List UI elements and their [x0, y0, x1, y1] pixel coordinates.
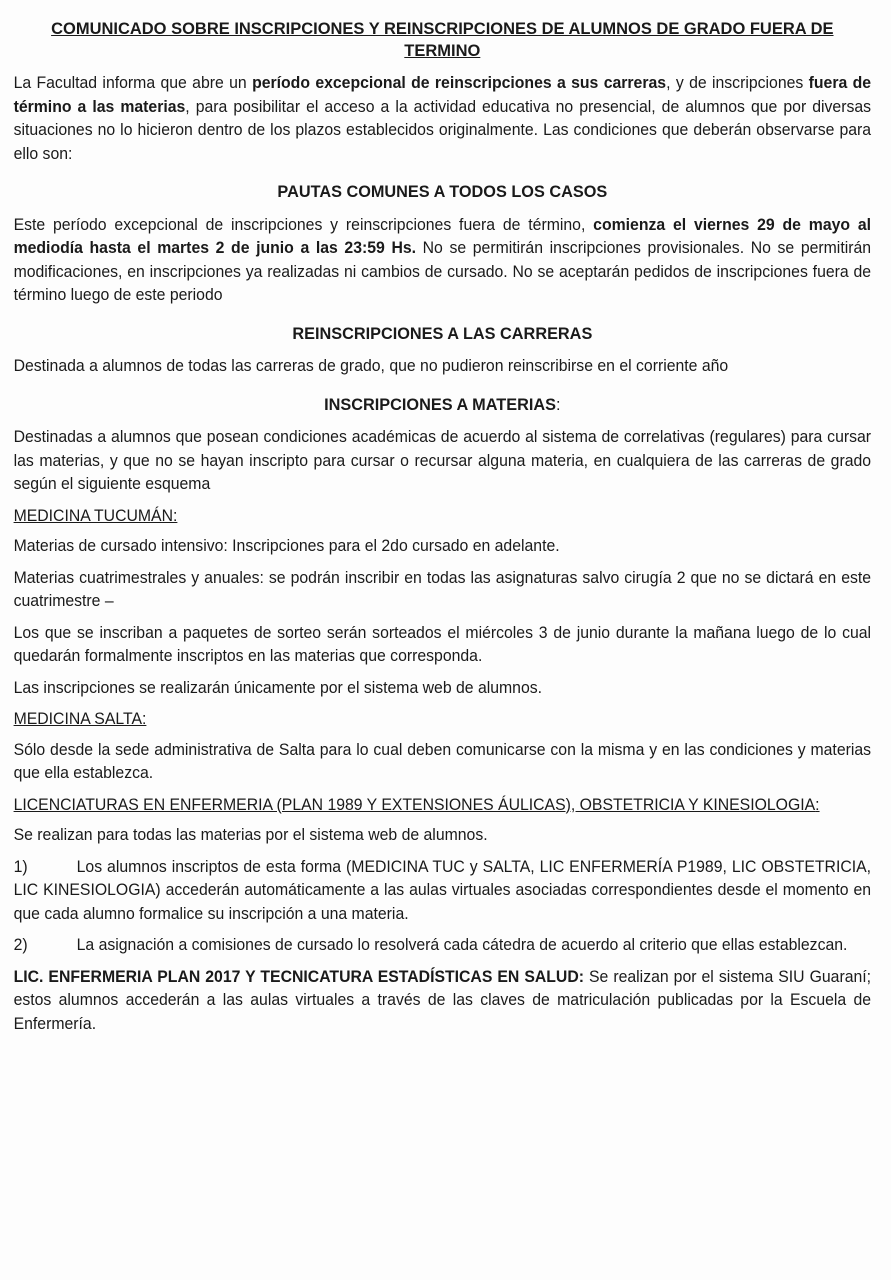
inscripciones-heading: INSCRIPCIONES A MATERIAS: [324, 394, 561, 414]
tucuman-p2: Materias cuatrimestrales y anuales: se podrán inscribir en todas las asignaturas salvo cirugía 2 que no se dictará en este cuatrimestre – [13, 568, 872, 610]
licenciaturas-item2: 2) La asignación a comisiones de cursado lo resolverá cada cátedra de acuerdo al criterio que ellas establezcan. [13, 936, 848, 954]
licenciaturas-p1: Se realizan para todas las materias por el sistema web de alumnos. [13, 826, 488, 844]
pautas-paragraph: Este período excepcional de inscripciones y reinscripciones fuera de término, comienza el viernes 29 de mayo al mediodía hasta el martes 2 de junio a las 23:59 Hs. No se permitirán inscripciones provisionales. No se permitirán modificaciones, en inscripciones ya realizadas ni cambios de cursado. No se aceptarán pedidos de inscripciones fuera de término luego de este periodo [13, 215, 872, 304]
tucuman-p3: Los que se inscriban a paquetes de sorteo serán sorteados el miércoles 3 de junio durante la mañana luego de lo cual quedarán formalmente inscriptos en las materias que corresponda. [13, 623, 872, 665]
tucuman-p4: Las inscripciones se realizarán únicamente por el sistema web de alumnos. [13, 678, 543, 697]
reinscripciones-paragraph: Destinada a alumnos de todas las carreras de grado, que no pudieron reinscribirse en el corriente año [13, 357, 729, 375]
licenciaturas-heading: LICENCIATURAS EN ENFERMERIA (PLAN 1989 Y EXTENSIONES ÁULICAS), OBSTETRICIA Y KINESIOLOGIA: [13, 795, 820, 814]
inscripciones-paragraph: Destinadas a alumnos que posean condiciones académicas de acuerdo al sistema de correlativas (regulares) para cursar las materias, y que no se hayan inscripto para cursar o recursar alguna materia, en cualquiera de las carreras de grado según el siguiente esquema [13, 428, 872, 493]
lic2017-paragraph: LIC. ENFERMERIA PLAN 2017 Y TECNICATURA ESTADÍSTICAS EN SALUD: Se realizan por el sistema SIU Guaraní; estos alumnos accederán a las aulas virtuales a través de las claves de matriculación publicadas por la Escuela de Enfermería. [13, 967, 872, 1033]
salta-heading: MEDICINA SALTA: [13, 710, 147, 728]
salta-p1: Sólo desde la sede administrativa de Salta para lo cual deben comunicarse con la misma y en las condiciones y materias que ella establezca. [13, 740, 872, 782]
reinscripciones-heading: REINSCRIPCIONES A LAS CARRERAS [292, 323, 593, 343]
tucuman-heading: MEDICINA TUCUMÁN: [13, 506, 178, 525]
tucuman-p1: Materias de cursado intensivo: Inscripciones para el 2do cursado en adelante. [13, 537, 560, 555]
licenciaturas-item1: 1) Los alumnos inscriptos de esta forma (MEDICINA TUC y SALTA, LIC ENFERMERÍA P1989, LIC OBSTETRICIA, LIC KINESIOLOGIA) accederán automáticamente a las aulas virtuales asociadas correspondientes desde el momento en que cada alumno formalice su inscripción a una materia. [13, 857, 872, 923]
pautas-heading: PAUTAS COMUNES A TODOS LOS CASOS [277, 182, 608, 201]
intro-paragraph: La Facultad informa que abre un período excepcional de reinscripciones a sus carreras, y de inscripciones fuera de término a las materias, para posibilitar el acceso a la actividad educativa no presencial, de alumnos que por diversas situaciones no lo hicieron dentro de los plazos establecidos originalmente. Las condiciones que deberán observarse para ello son: [13, 74, 872, 163]
document-title: COMUNICADO SOBRE INSCRIPCIONES Y REINSCRIPCIONES DE ALUMNOS DE GRADO FUERA DE TERMINO [51, 19, 834, 60]
